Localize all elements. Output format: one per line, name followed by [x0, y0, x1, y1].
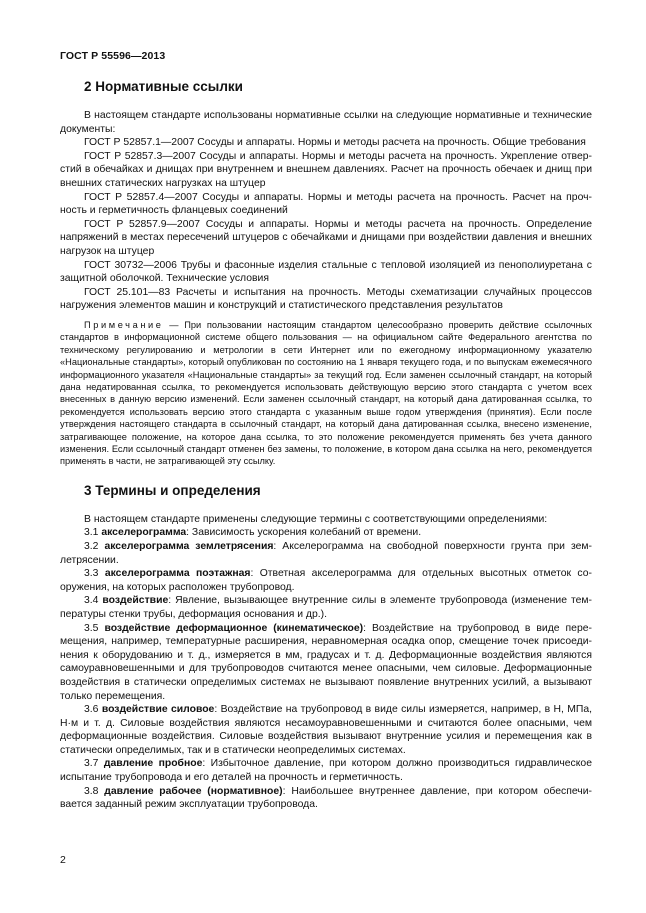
- section-2-body: [60, 109, 592, 313]
- document-header: ГОСТ Р 55596—2013: [60, 50, 166, 62]
- note-label: Примечание: [84, 319, 164, 330]
- term-number: 3.6: [84, 704, 102, 716]
- reference-item: ГОСТ 25.101—83 Расчеты и испытания на прочность. Методы схематизации случайных процессов нагружения элементов машин и конструкций и статистического представления результатов: [60, 286, 592, 312]
- term-definition: : Акселерограмма на свободной поверхности грунта при землетрясении.: [60, 540, 592, 566]
- section-3-intro: В настоящем стандарте применены следующие термины с соответствующими определениями:: [84, 513, 548, 525]
- term-number: 3.1: [84, 527, 102, 539]
- term-name: воздействие: [102, 595, 169, 607]
- term-definition: : Явление, вызывающее внутренние силы в элементе трубопровода (изменение температуры стенки трубы, деформация основания и др.).: [60, 595, 592, 620]
- term-definition: : Избыточное давление, при котором должно производиться гидравлическое испытание трубопровода и его деталей на прочность и герметичность.: [60, 758, 592, 784]
- term-entry: [60, 567, 592, 594]
- note-text: — При пользовании настоящим стандартом целесообразно проверить действие ссылочных стандартов в информационной системе общего пользования — на официальном сайте Федерального агентства по техническому регулированию и метрологии в сети Интернет или по ежегодному информационному указателю «Национальные стандарты», который опубликован по состоянию на 1 января текущего года, и по выпускам ежемесячного информационного указателя «Национальные стандарты» за текущий год. Если заменен ссылочный стандарт, на который дана недатированная ссылка, то рекомендуется использовать действующую версию этого стандарта с учетом всех внесенных в данную версию изменений. Если заменен ссылочный стандарт, на который дана датированная ссылка, то рекомендуется использовать версию этого стандарта с указанным выше годом утверждения (принятия). Если после утверждения настоящего стандарта в ссылочный стандарт, на который дана датированная ссылка, внесено изменение, затрагивающее положение, на которое дана ссылка, то это положение рекомендуется применять без учета данного изменения. Если ссылочный стандарт отменен без замены, то положение, в котором дана ссылка на него, рекомендуется применять в части, не затрагивающей эту ссылку.: [60, 319, 592, 467]
- section-2-title: 2 Нормативные ссылки: [84, 79, 243, 94]
- term-number: 3.3: [84, 568, 105, 580]
- term-definition: : Ответная акселерограмма для отдельных высотных отметок сооружения, на которых расположен трубопровод.: [60, 568, 592, 593]
- term-entry: [60, 526, 592, 540]
- reference-item: ГОСТ Р 52857.9—2007 Сосуды и аппараты. Нормы и методы расчета на прочность. Определение напряжений в местах пересечений штуцеров с обечайками и днищами при воздействии давления и внешних нагрузок на штуцер: [60, 218, 592, 257]
- section-2-note: [60, 319, 592, 468]
- term-entry: [60, 757, 592, 784]
- term-entry: [60, 703, 592, 757]
- reference-item: ГОСТ 30732—2006 Трубы и фасонные изделия стальные с тепловой изоляцией из пенополиуретана с защитной оболочкой. Технические условия: [60, 259, 592, 285]
- section-3-body: [60, 513, 592, 812]
- term-definition: : Воздействие на трубопровод в виде перемещения, например, температурные расширения, неравномерная осадка опор, смещение точек присоединения к оборудованию и т. д., измеряется в мм, градусах и т. д. Деформационные воздействия являются самоуравновешенными и для трубопроводов считаются менее опасными, чем силовые. Деформационные воздействия в статически определимых системах не вызывают появление внутренних усилий, а вызывают только перемещения.: [60, 622, 592, 702]
- reference-item: ГОСТ Р 52857.1—2007 Сосуды и аппараты. Нормы и методы расчета на прочность. Общие требования: [84, 137, 586, 149]
- term-number: 3.4: [84, 595, 103, 607]
- term-number: 3.2: [84, 540, 105, 552]
- term-number: 3.7: [84, 758, 104, 770]
- page-number: 2: [60, 854, 66, 866]
- page-content: [60, 78, 592, 812]
- term-definition: : Зависимость ускорения колебаний от времени.: [186, 527, 422, 539]
- term-name: воздействие силовое: [101, 704, 215, 716]
- term-entry: [60, 622, 592, 704]
- term-name: акселерограмма: [101, 527, 187, 539]
- term-entry: [60, 540, 592, 567]
- reference-item: ГОСТ Р 52857.4—2007 Сосуды и аппараты. Нормы и методы расчета на прочность. Расчет на прочность и герметичность фланцевых соединений: [60, 191, 592, 217]
- term-number: 3.8: [84, 785, 105, 797]
- term-name: давление рабочее (нормативное): [104, 785, 283, 797]
- term-definition: : Воздействие на трубопровод в виде силы измеряется, например, в Н, МПа, Н·м и т. д. Силовые воздействия являются несамоуравновешенными и считаются более опасными, чем деформационные воздействия. Силовые воздействия вызывают внутренние усилия и перемещения как в статически определимых, так и в статически неопределимых системах.: [60, 704, 592, 756]
- term-entry: [60, 785, 592, 812]
- term-name: давление пробное: [103, 758, 203, 770]
- term-number: 3.5: [84, 622, 105, 634]
- section-3-title: 3 Термины и определения: [84, 482, 261, 498]
- term-name: воздействие деформационное (кинематическое): [104, 622, 364, 634]
- term-name: акселерограмма землетрясения: [104, 540, 274, 552]
- term-entry: [60, 594, 592, 621]
- reference-item: ГОСТ Р 52857.3—2007 Сосуды и аппараты. Нормы и методы расчета на прочность. Укрепление отверстий в обечайках и днищах при внутреннем и внешнем давлениях. Расчет на прочность обечаек и днищ при внешних статических нагрузках на штуцер: [60, 150, 592, 189]
- section-2-intro: В настоящем стандарте использованы нормативные ссылки на следующие нормативные и технические документы:: [60, 110, 592, 135]
- term-name: акселерограмма поэтажная: [104, 568, 251, 580]
- term-definition: : Наибольшее внутреннее давление, при котором обеспечивается заданный режим эксплуатации трубопровода.: [60, 785, 592, 811]
